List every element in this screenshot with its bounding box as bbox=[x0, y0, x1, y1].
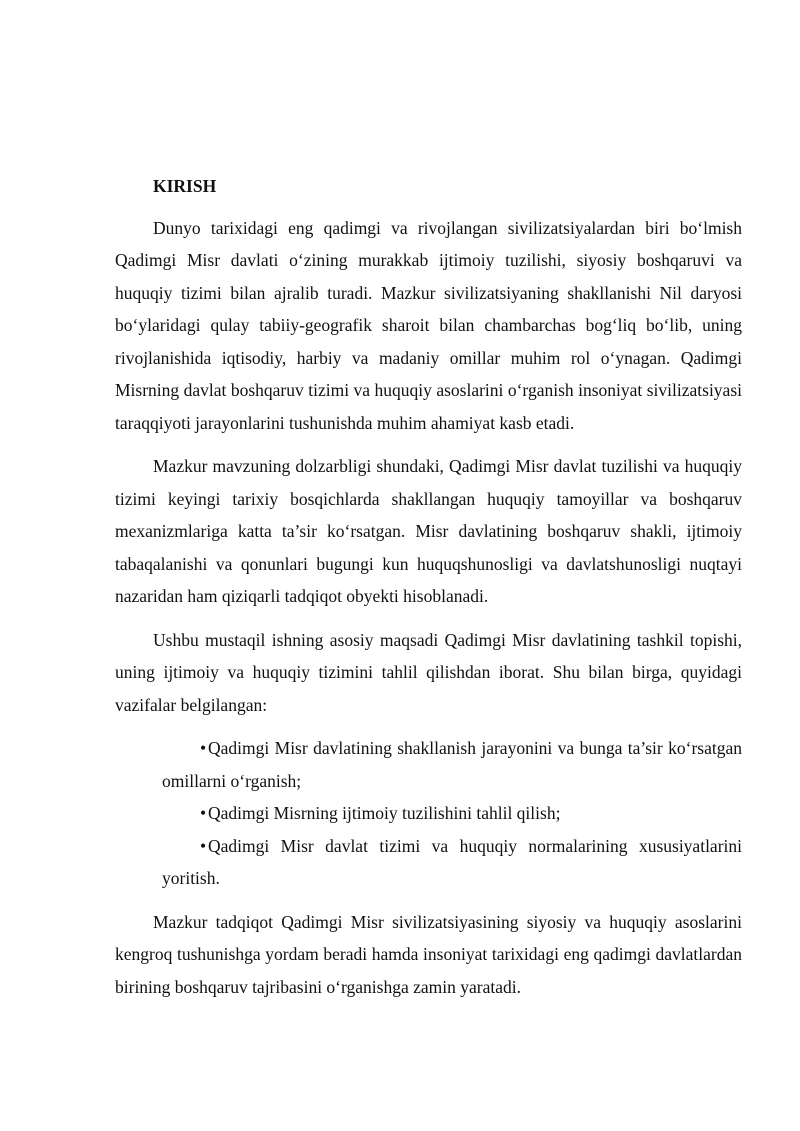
task-list bbox=[162, 732, 742, 895]
bullet-icon: • bbox=[200, 738, 207, 758]
task-text: Qadimgi Misr davlatining shakllanish jarayonini va bunga ta’sir ko‘rsatgan omillarni o‘rganish; bbox=[162, 738, 742, 791]
intro-paragraph-3: Ushbu mustaqil ishning asosiy maqsadi Qadimgi Misr davlatining tashkil topishi, uning ijtimoiy va huquqiy tizimini tahlil qilishdan iborat. Shu bilan birga, quyidagi vazifalar belgilangan: bbox=[115, 629, 742, 715]
closing-paragraph: Mazkur tadqiqot Qadimgi Misr sivilizatsiyasining siyosiy va huquqiy asoslarini kengroq tushunishga yordam beradi hamda insoniyat tarixidagi eng qadimgi davlatlardan birining boshqaruv tajribasini o‘rganishga zamin yaratadi. bbox=[115, 911, 742, 997]
list-item bbox=[162, 830, 742, 895]
section-heading: KIRISH bbox=[153, 176, 217, 196]
document-body bbox=[115, 170, 742, 1003]
bullet-icon: • bbox=[200, 835, 207, 856]
bullet-icon: • bbox=[200, 803, 207, 823]
list-item bbox=[162, 732, 742, 797]
intro-paragraph-2: Mazkur mavzuning dolzarbligi shundaki, Qadimgi Misr davlat tuzilishi va huquqiy tizimi keyingi tarixiy bosqichlarda shakllangan huquqiy tamoyillar va boshqaruv mexanizmlariga katta ta’sir ko‘rsatgan. Misr davlatining boshqaruv shakli, ijtimoiy tabaqalanishi va qonunlari bugungi kun huquqshunosligi va davlatshunosligi nuqtayi nazaridan ham qiziqarli tadqiqot obyekti hisoblanadi. bbox=[115, 456, 742, 606]
task-text: Qadimgi Misr davlat tizimi va huquqiy normalarining xususiyatlarini yoritish. bbox=[162, 835, 742, 888]
intro-paragraph-1: Dunyo tarixidagi eng qadimgi va rivojlangan sivilizatsiyalardan biri bo‘lmish Qadimgi Misr davlati o‘zining murakkab ijtimoiy tuzilishi, siyosiy boshqaruvi va huquqiy tizimi bilan ajralib turadi. Mazkur sivilizatsiyaning shakllanishi Nil daryosi bo‘ylaridagi qulay tabiiy-geografik sharoit bilan chambarchas bog‘liq bo‘lib, uning rivojlanishida iqtisodiy, harbiy va madaniy omillar muhim rol o‘ynagan. Qadimgi Misrning davlat boshqaruv tizimi va huquqiy asoslarini o‘rganish insoniyat sivilizatsiyasi taraqqiyoti jarayonlarini tushunishda muhim ahamiyat kasb etadi. bbox=[115, 217, 742, 433]
task-text: Qadimgi Misrning ijtimoiy tuzilishini tahlil qilish; bbox=[208, 803, 561, 823]
list-item bbox=[162, 797, 742, 830]
